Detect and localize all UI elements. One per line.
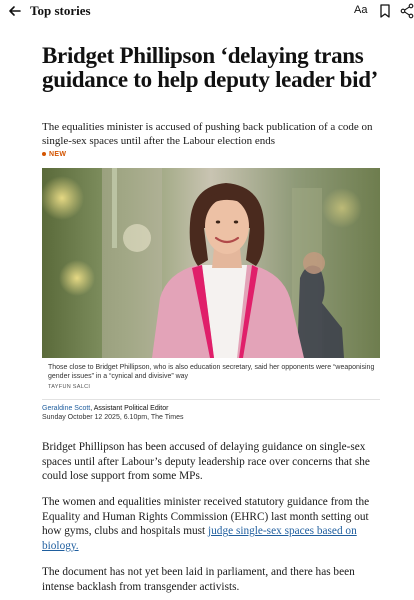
top-bar <box>0 0 414 22</box>
share-icon[interactable] <box>400 3 414 19</box>
paragraph-2 <box>42 495 377 553</box>
byline-divider <box>42 399 380 400</box>
section-title: Top stories <box>30 3 91 18</box>
publish-date: Sunday October 12 2025, 6.10pm, The Times <box>42 414 184 421</box>
new-dot-icon <box>42 152 46 156</box>
paragraph-3: The document has not yet been laid in parliament, and there has been intense backlash from transgender activists. <box>42 566 355 593</box>
paragraph-1: Bridget Phillipson has been accused of delaying guidance on single-sex spaces until after Labour’s deputy leadership race over concerns that she could lose support from some MPs. <box>42 441 370 483</box>
new-badge-label: NEW <box>49 151 67 158</box>
author-role: , Assistant Political Editor <box>90 405 169 412</box>
article-standfirst: The equalities minister is accused of pushing back publication of a code on single-sex spaces until after the Labour election ends <box>42 121 373 147</box>
photo-credit: TAYFUN SALCI <box>48 384 91 390</box>
back-arrow-icon[interactable] <box>6 2 24 20</box>
bookmark-icon[interactable] <box>378 3 392 19</box>
byline <box>42 405 168 412</box>
article-photo <box>42 168 380 358</box>
paragraph-2-text: The women and equalities minister received statutory guidance from the Equality and Human Rights Commission (EHRC) last month setting out how gyms, clubs and hospitals must <box>42 496 370 538</box>
new-badge <box>42 151 66 158</box>
article-headline: Bridget Phillipson ‘delaying trans guidance to help deputy leader bid’ <box>42 43 379 92</box>
author-link[interactable]: Geraldine Scott <box>42 405 91 412</box>
inline-link[interactable]: judge single-sex spaces based on biology. <box>42 525 357 552</box>
photo-illustration <box>42 168 380 358</box>
text-size-button[interactable]: Aa <box>354 4 368 16</box>
photo-caption: Those close to Bridget Phillipson, who is also education secretary, said her opponents were “weaponising gender issues” in a “cynical and divisive” way <box>48 364 375 380</box>
